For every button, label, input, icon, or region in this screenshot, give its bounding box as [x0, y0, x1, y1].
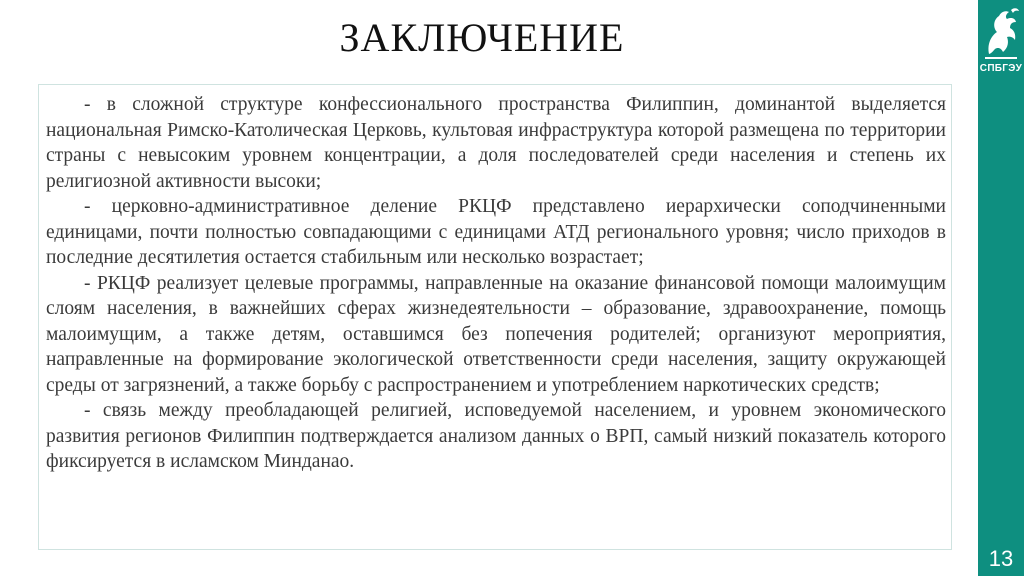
paragraph-2: - церковно-административное деление РКЦФ представлено иерархически соподчиненными единицами, почти полностью совпадающими с единицами АТД регионального уровня; число приходов в последние десятилетия остается стабильным или несколько возрастает;	[46, 196, 946, 268]
paragraph-4: - связь между преобладающей религией, исповедуемой населением, и уровнем экономического развития регионов Филиппин подтверждается анализом данных о ВРП, самый низкий показатель которого фиксируется в исламском Минданао.	[46, 400, 946, 472]
griffin-logo-icon	[981, 4, 1021, 60]
paragraph-3: - РКЦФ реализует целевые программы, направленные на оказание финансовой помощи малоимущим слоям населения, в важнейших сферах жизнедеятельности – образование, здравоохранение, помощь малоимущим, а также детям, оставшимся без попечения родителей; организуют мероприятия, направленные на формирование экологической ответственности среди населения, защиту окружающей среды от загрязнений, а также борьбу с распространением и употреблением наркотических средств;	[46, 272, 946, 396]
conclusion-text	[46, 92, 946, 475]
logo-wordmark: СПБГЭУ	[979, 63, 1023, 74]
slide-title: ЗАКЛЮЧЕНИЕ	[339, 15, 625, 60]
brand-sidebar	[978, 0, 1024, 576]
paragraph-1: - в сложной структуре конфессионального пространства Филиппин, доминантой выделяется национальная Римско-Католическая Церковь, культовая инфраструктура которой размещена по территории страны с невысоким уровнем концентрации, а доля последователей среди населения и степень их религиозной активности высоки;	[46, 94, 946, 192]
page-number: 13	[988, 546, 1014, 571]
